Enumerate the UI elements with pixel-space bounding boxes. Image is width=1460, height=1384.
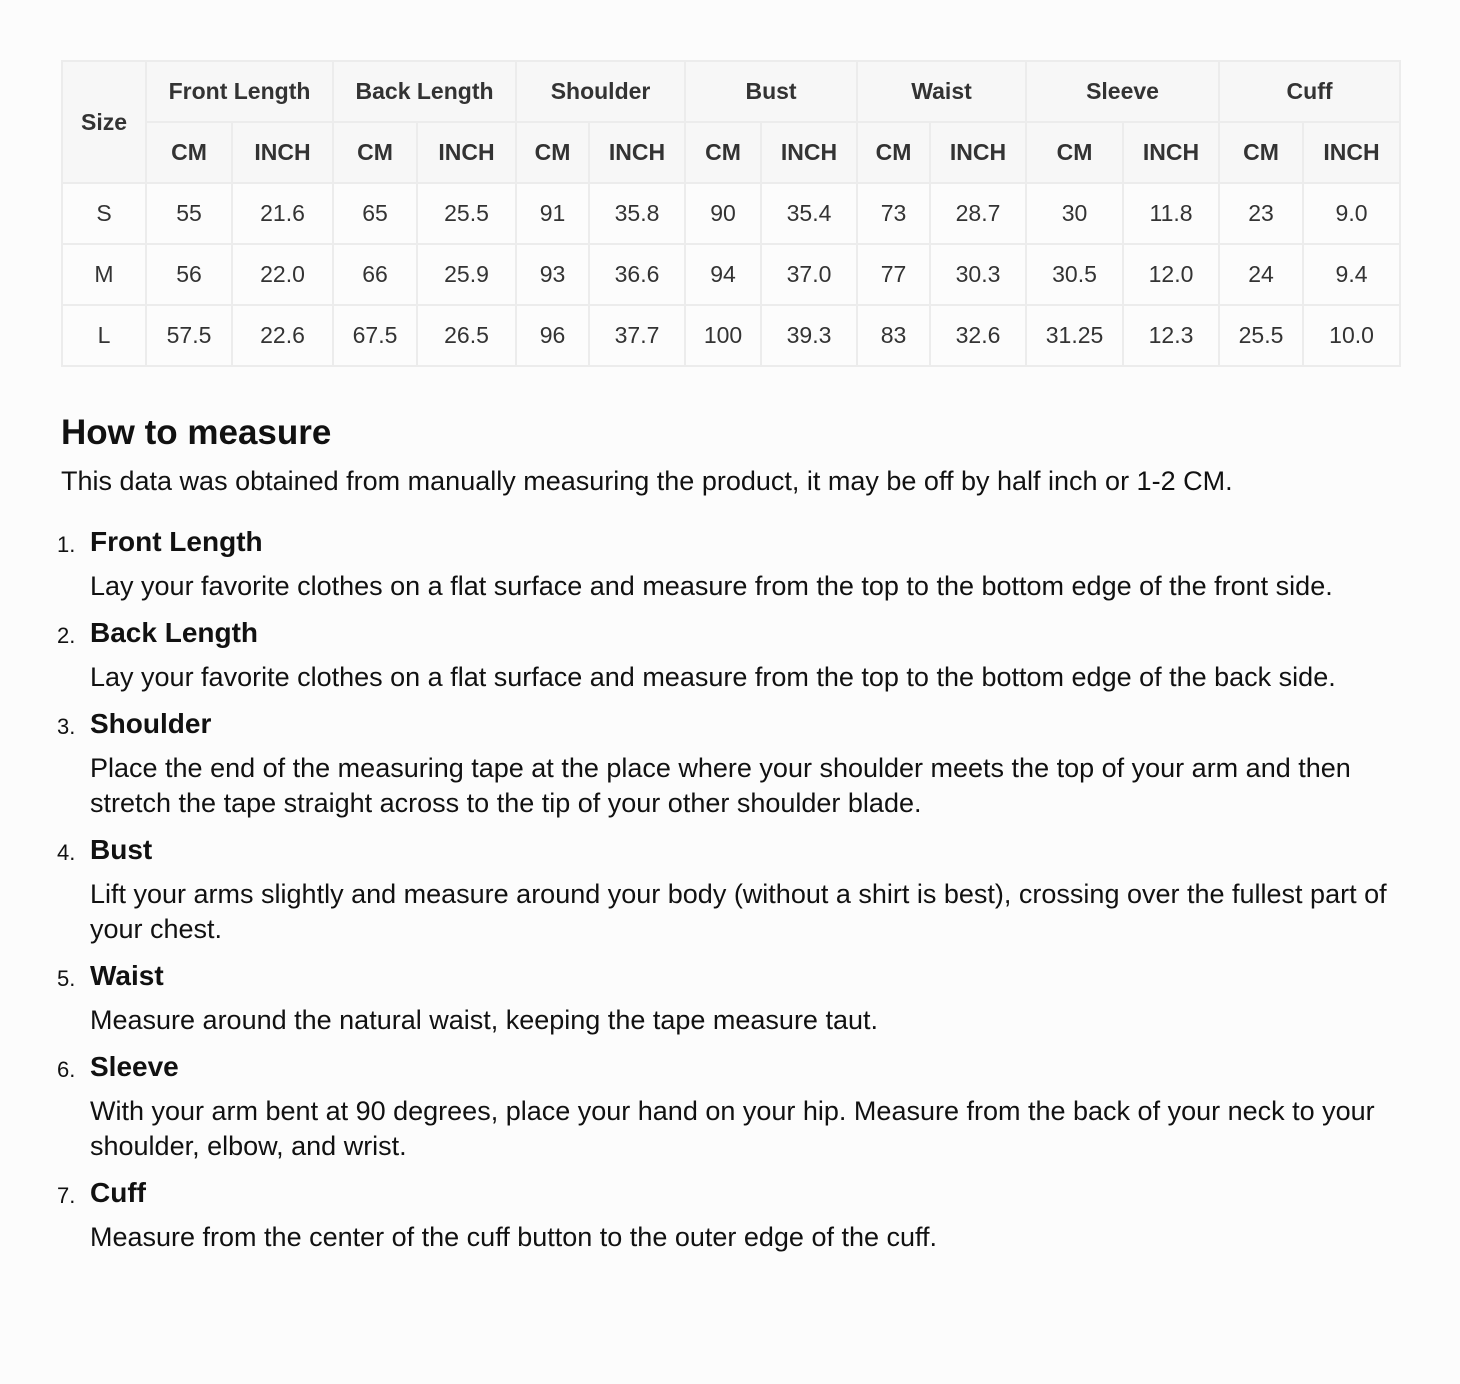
table-row (62, 305, 1400, 366)
unit-header-cm: CM (516, 122, 589, 183)
table-cell: 12.0 (1123, 244, 1219, 305)
intro-paragraph: This data was obtained from manually measuring the product, it may be off by half inch or 1-2 CM. (61, 466, 1233, 496)
table-cell: 30.3 (930, 244, 1026, 305)
group-header-cuff: Cuff (1219, 61, 1400, 122)
list-item-description: Place the end of the measuring tape at the place where your shoulder meets the top of your arm and then stretch the tape straight across to the tip of your other shoulder blade. (90, 753, 1351, 818)
list-item-number: 7. (57, 1183, 76, 1208)
table-cell: 23 (1219, 183, 1303, 244)
table-cell: 35.8 (589, 183, 685, 244)
table-unit-header-row (62, 122, 1400, 183)
table-cell: 91 (516, 183, 589, 244)
table-cell: 94 (685, 244, 761, 305)
size-chart-table (61, 60, 1401, 367)
list-item-title: Shoulder (90, 708, 212, 739)
table-row (62, 244, 1400, 305)
unit-header-cm: CM (146, 122, 232, 183)
table-cell: 96 (516, 305, 589, 366)
unit-header-cm: CM (857, 122, 930, 183)
table-cell: 22.0 (232, 244, 333, 305)
how-to-measure-heading: How to measure (61, 413, 332, 452)
table-cell: 25.5 (1219, 305, 1303, 366)
table-cell: 30.5 (1026, 244, 1123, 305)
list-item-number: 2. (57, 623, 76, 648)
size-cell: L (62, 305, 146, 366)
list-item-number: 6. (57, 1057, 76, 1082)
list-item-description: Lay your favorite clothes on a flat surface and measure from the top to the bottom edge of the front side. (90, 571, 1333, 601)
table-cell: 66 (333, 244, 417, 305)
table-cell: 35.4 (761, 183, 857, 244)
group-header-waist: Waist (857, 61, 1026, 122)
list-item (57, 958, 1411, 1038)
size-cell: M (62, 244, 146, 305)
group-header-sleeve: Sleeve (1026, 61, 1219, 122)
list-item (57, 524, 1411, 604)
table-cell: 21.6 (232, 183, 333, 244)
table-cell: 90 (685, 183, 761, 244)
table-group-header-row (62, 61, 1400, 122)
group-header-shoulder: Shoulder (516, 61, 685, 122)
table-cell: 10.0 (1303, 305, 1400, 366)
list-item-title: Back Length (90, 617, 259, 648)
unit-header-cm: CM (333, 122, 417, 183)
unit-header-cm: CM (685, 122, 761, 183)
unit-header-inch: INCH (761, 122, 857, 183)
group-header-front-length: Front Length (146, 61, 333, 122)
table-cell: 9.0 (1303, 183, 1400, 244)
table-cell: 9.4 (1303, 244, 1400, 305)
table-cell: 26.5 (417, 305, 516, 366)
table-cell: 37.7 (589, 305, 685, 366)
list-item-description: Lay your favorite clothes on a flat surface and measure from the top to the bottom edge of the back side. (90, 662, 1336, 692)
list-item-description: With your arm bent at 90 degrees, place your hand on your hip. Measure from the back of your neck to your shoulder, elbow, and wrist. (90, 1096, 1375, 1161)
table-cell: 22.6 (232, 305, 333, 366)
list-item-description: Lift your arms slightly and measure around your body (without a shirt is best), crossing over the fullest part of your chest. (90, 879, 1387, 944)
table-cell: 39.3 (761, 305, 857, 366)
list-item (57, 1049, 1411, 1164)
list-item-number: 5. (57, 966, 76, 991)
unit-header-inch: INCH (232, 122, 333, 183)
table-cell: 32.6 (930, 305, 1026, 366)
unit-header-cm: CM (1219, 122, 1303, 183)
list-item-number: 1. (57, 532, 76, 557)
table-cell: 67.5 (333, 305, 417, 366)
table-cell: 73 (857, 183, 930, 244)
table-row (62, 183, 1400, 244)
unit-header-inch: INCH (1303, 122, 1400, 183)
list-item-number: 3. (57, 714, 76, 739)
unit-header-inch: INCH (930, 122, 1026, 183)
list-item-number: 4. (57, 840, 76, 865)
list-item-title: Front Length (90, 526, 263, 557)
table-cell: 30 (1026, 183, 1123, 244)
list-item-title: Sleeve (90, 1051, 179, 1082)
table-cell: 24 (1219, 244, 1303, 305)
table-cell: 31.25 (1026, 305, 1123, 366)
table-cell: 25.9 (417, 244, 516, 305)
table-cell: 83 (857, 305, 930, 366)
table-cell: 36.6 (589, 244, 685, 305)
unit-header-inch: INCH (417, 122, 516, 183)
table-cell: 37.0 (761, 244, 857, 305)
table-cell: 65 (333, 183, 417, 244)
table-cell: 55 (146, 183, 232, 244)
list-item (57, 1175, 1411, 1255)
measurement-instructions-list (57, 524, 1411, 1266)
list-item-title: Cuff (90, 1177, 146, 1208)
group-header-back-length: Back Length (333, 61, 516, 122)
unit-header-inch: INCH (589, 122, 685, 183)
list-item-description: Measure around the natural waist, keeping the tape measure taut. (90, 1005, 878, 1035)
list-item-title: Waist (90, 960, 164, 991)
page-content (57, 60, 1399, 1252)
table-cell: 28.7 (930, 183, 1026, 244)
list-item (57, 706, 1411, 821)
table-cell: 56 (146, 244, 232, 305)
table-cell: 25.5 (417, 183, 516, 244)
list-item (57, 615, 1411, 695)
table-cell: 12.3 (1123, 305, 1219, 366)
size-column-header: Size (62, 61, 146, 183)
table-cell: 57.5 (146, 305, 232, 366)
size-cell: S (62, 183, 146, 244)
unit-header-inch: INCH (1123, 122, 1219, 183)
list-item-description: Measure from the center of the cuff button to the outer edge of the cuff. (90, 1222, 938, 1252)
table-cell: 100 (685, 305, 761, 366)
list-item (57, 832, 1411, 947)
unit-header-cm: CM (1026, 122, 1123, 183)
table-cell: 93 (516, 244, 589, 305)
table-cell: 77 (857, 244, 930, 305)
list-item-title: Bust (90, 834, 153, 865)
table-cell: 11.8 (1123, 183, 1219, 244)
group-header-bust: Bust (685, 61, 857, 122)
